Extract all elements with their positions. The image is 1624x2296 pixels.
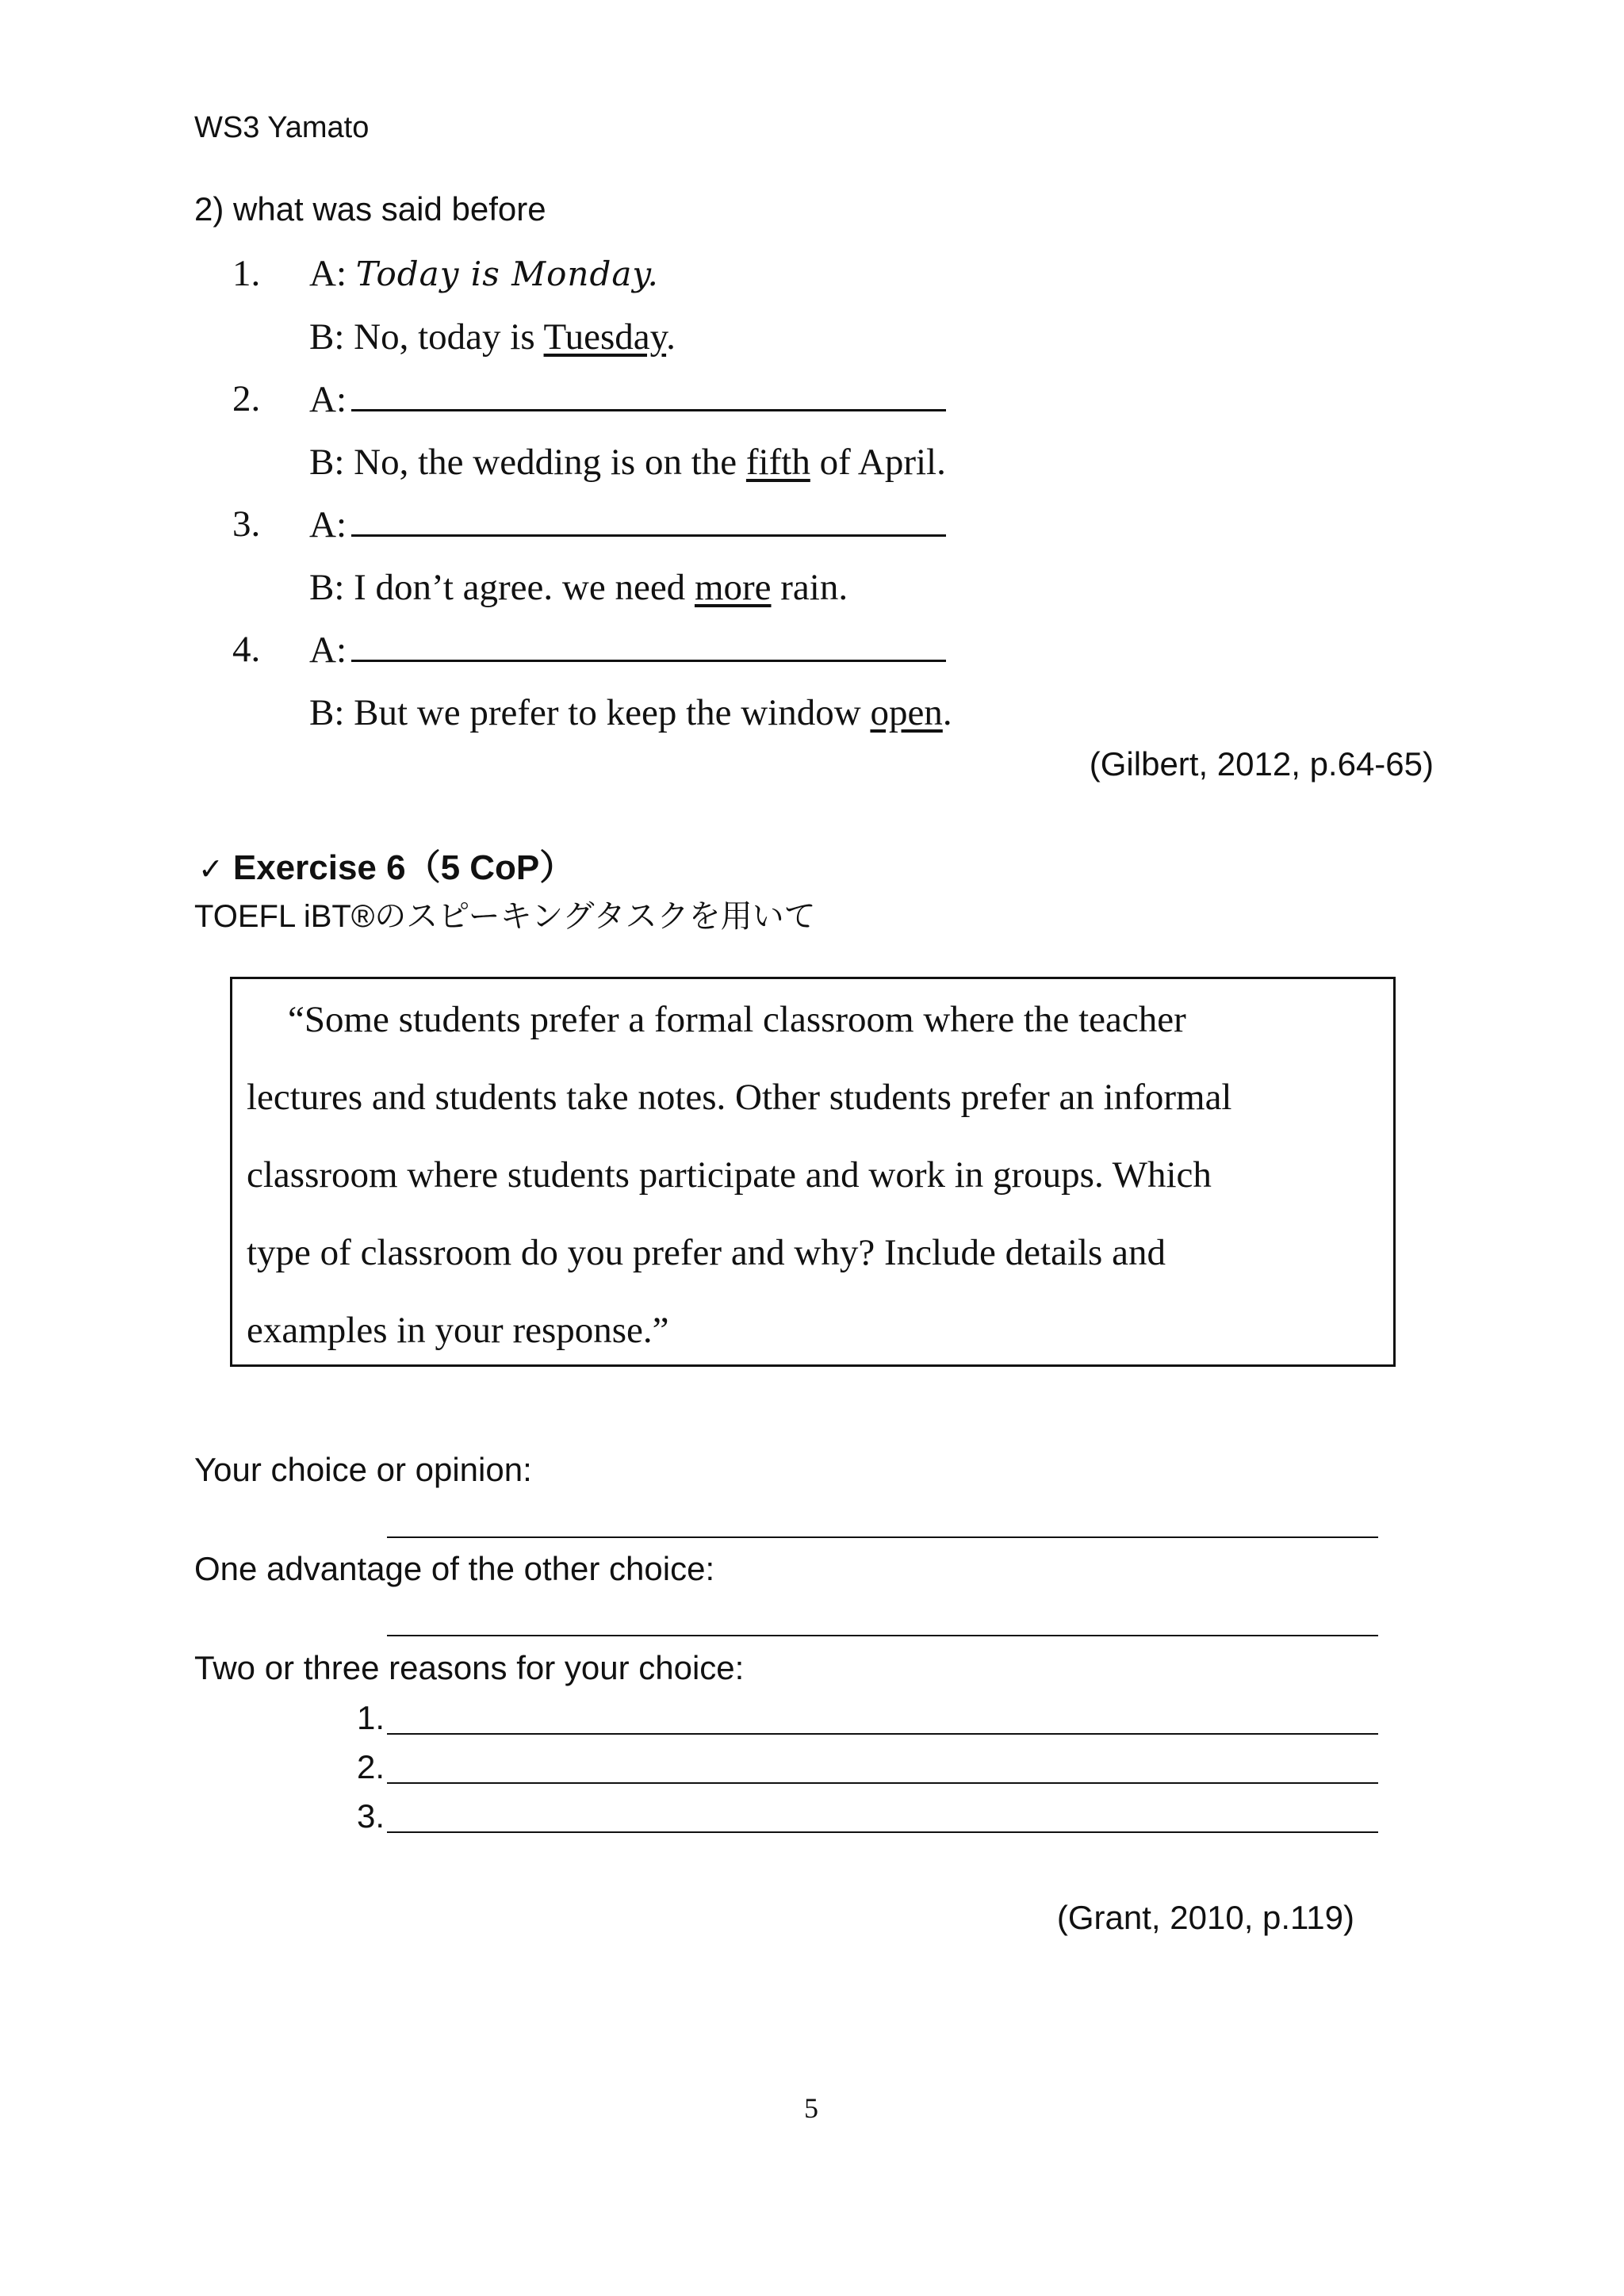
prompt-line: “Some students prefer a formal classroom where the teacher (288, 999, 1186, 1040)
choice-label: Your choice or opinion: (194, 1451, 532, 1488)
reason-number: 3. (357, 1797, 385, 1835)
line-b-end: . (942, 692, 952, 733)
check-icon: ✓ (198, 853, 224, 886)
answer-blank[interactable] (351, 377, 946, 411)
choice-answer-line[interactable] (387, 1536, 1378, 1538)
reasons-label: Two or three reasons for your choice: (194, 1649, 745, 1686)
item-2-line-b (309, 441, 946, 484)
prompt-line: lectures and students take notes. Other students prefer an informal (247, 1077, 1232, 1118)
prompt-line: examples in your response.” (247, 1310, 669, 1351)
line-b-text: B: But we prefer to keep the window (309, 692, 871, 733)
answer-blank[interactable] (351, 503, 946, 537)
reason-number: 1. (357, 1699, 385, 1736)
speaker-a-label: A: (309, 629, 347, 671)
reason-2-line[interactable] (387, 1782, 1378, 1784)
speaker-a-label: A: (309, 379, 347, 420)
item-4-line-a (309, 628, 946, 672)
handwritten-answer: Today is Monday. (355, 254, 659, 293)
item-1-line-a (309, 252, 659, 295)
exercise-title-text: Exercise 6（5 CoP） (232, 848, 575, 887)
prompt-line: classroom where students participate and work in groups. Which (247, 1154, 1212, 1196)
stressed-word: Tuesday (543, 316, 667, 358)
item-1-line-b (309, 316, 676, 358)
reason-number: 2. (357, 1748, 385, 1785)
item-2-line-a (309, 377, 946, 421)
answer-blank[interactable] (351, 628, 946, 662)
reason-3-line[interactable] (387, 1831, 1378, 1833)
prompt-line: type of classroom do you prefer and why? Include details and (247, 1232, 1166, 1273)
exercise-title (198, 839, 574, 890)
speaker-a-label: A: (309, 504, 347, 545)
citation-gilbert: (Gilbert, 2012, p.64-65) (1089, 745, 1434, 783)
item-number: 4. (232, 629, 261, 670)
advantage-answer-line[interactable] (387, 1635, 1378, 1636)
line-b-end: . (666, 316, 676, 358)
line-b-text: B: I don’t agree. we need (309, 567, 695, 608)
line-b-text: B: No, today is (309, 316, 544, 358)
page-header: WS3 Yamato (194, 111, 370, 144)
citation-grant: (Grant, 2010, p.119) (1056, 1899, 1354, 1936)
line-b-text: B: No, the wedding is on the (309, 442, 746, 483)
prompt-box (230, 977, 1396, 1367)
item-3-line-a (309, 503, 946, 546)
stressed-word: fifth (745, 442, 810, 483)
section-heading: 2) what was said before (194, 190, 546, 228)
stressed-word: open (870, 692, 943, 733)
item-4-line-b (309, 691, 952, 734)
exercise-subtitle: TOEFL iBT®のスピーキングタスクを用いて (194, 899, 816, 934)
reason-1-line[interactable] (387, 1733, 1378, 1735)
item-number: 1. (232, 253, 261, 294)
page-number: 5 (804, 2092, 818, 2124)
item-number: 2. (232, 378, 261, 419)
item-number: 3. (232, 503, 261, 545)
speaker-a-label: A: (309, 253, 347, 294)
stressed-word: more (694, 567, 772, 608)
advantage-label: One advantage of the other choice: (194, 1550, 715, 1587)
item-3-line-b (309, 566, 848, 609)
line-b-end: of April. (810, 442, 946, 483)
line-b-end: rain. (771, 567, 848, 608)
